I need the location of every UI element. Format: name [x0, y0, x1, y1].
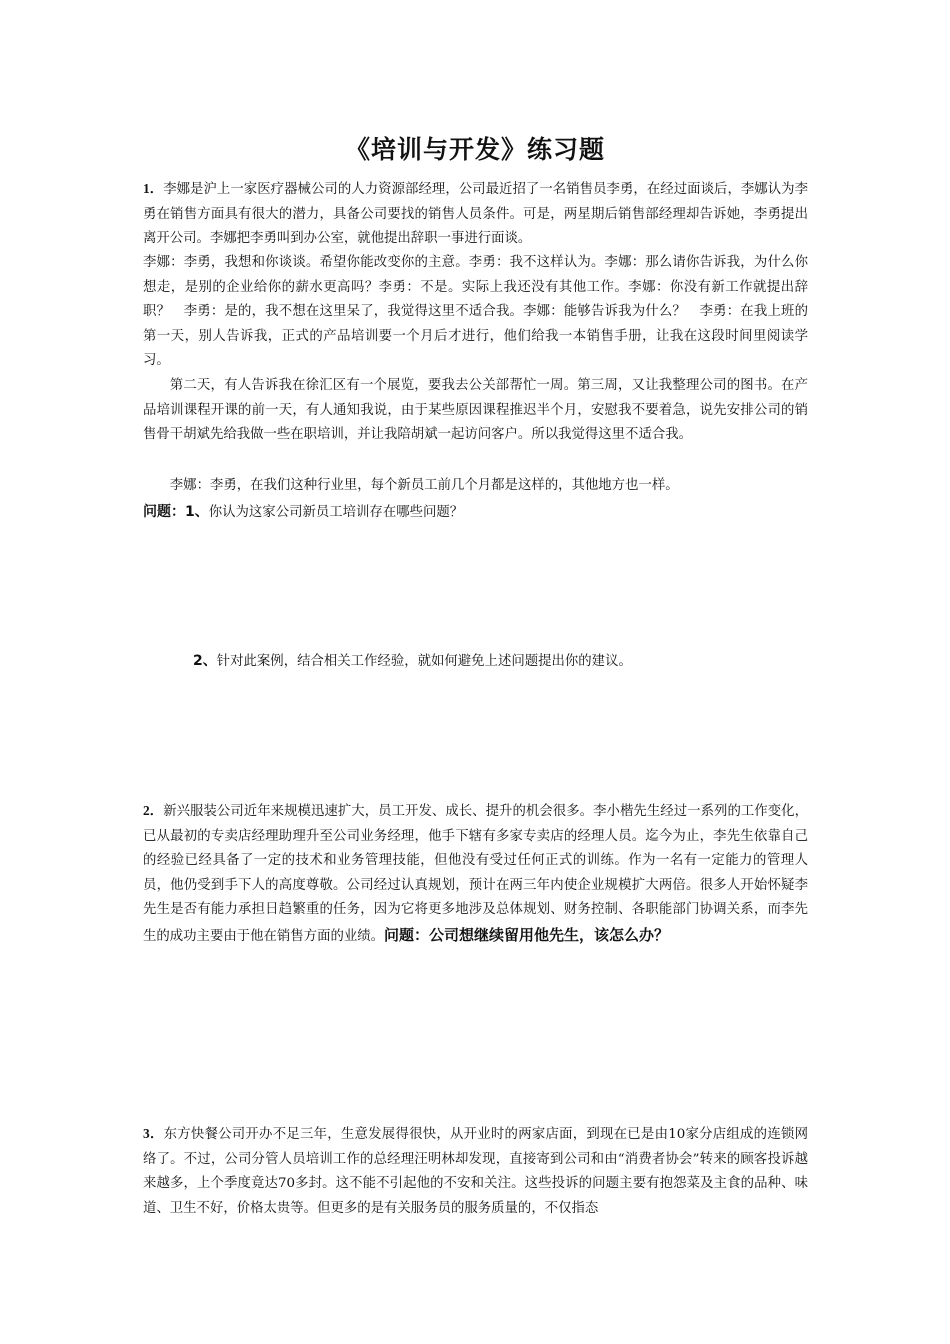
case1-question-1	[143, 500, 808, 526]
case3-paragraph	[143, 1122, 808, 1221]
case1-paragraph-3: 李娜：李勇，在我们这种行业里，每个新员工前几个月都是这样的，其他地方也一样。	[169, 478, 679, 493]
case3-text: 东方快餐公司开办不足三年，生意发展得很快，从开业时的两家店面，到现在已是由10家分店组成的连锁网络了。不过，公司分管人员培训工作的总经理汪明林却发现，直接寄到公司和由“消费者协会”转来的顾客投诉越来越多，上个季度竟达70多封。这不能不引起他的不安和关注。这些投诉的问题主要有抱怨菜及主食的品种、味道、卫生不好，价格太贵等。但更多的是有关服务员的服务质量的，不仅指态	[143, 1127, 808, 1216]
case1-question-2	[193, 649, 808, 674]
case1-dialogue: 李娜：李勇，我想和你谈谈。希望你能改变你的主意。李勇：我不这样认为。李娜：那么请你告诉我，为什么你想走，是别的企业给你的薪水更高吗？李勇：不是。实际上我还没有其他工作。李娜：你没有新工作就提出辞职？ 李勇：是的，我不想在这里呆了，我觉得这里不适合我。李娜：能够告诉我为什么？ 李勇：在我上班的第一天，别人告诉我，正式的产品培训要一个月后才进行，他们给我一本销售手册，让我在这段时间里阅读学习。	[143, 255, 808, 369]
question-2-number: 2、	[193, 653, 217, 669]
case1-intro	[143, 177, 808, 252]
question-label: 问题：1、	[143, 504, 209, 520]
case1-number: 1．	[143, 181, 164, 196]
case1-paragraph-2: 第二天，有人告诉我在徐汇区有一个展览，要我去公关部帮忙一周。第三周，又让我整理公司的图书。在产品培训课程开课的前一天，有人通知我说，由于某些原因课程推迟半个月，安慰我不要着急，说先安排公司的销售骨干胡斌先给我做一些在职培训，并让我陪胡斌一起访问客户。所以我觉得这里不适合我。	[143, 378, 808, 443]
case2-question: 问题：公司想继续留用他先生，该怎么办？	[384, 925, 670, 944]
question-2-text: 针对此案例，结合相关工作经验，就如何避免上述问题提出你的建议。	[216, 654, 632, 669]
case2-number: 2．	[143, 803, 164, 818]
case3-number: 3．	[143, 1126, 164, 1141]
case1-intro-text: 李娜是沪上一家医疗器械公司的人力资源部经理，公司最近招了一名销售员李勇，在经过面谈后，李娜认为李勇在销售方面具有很大的潜力，具备公司要找的销售人员条件。可是，两星期后销售部经理却告诉她，李勇提出离开公司。李娜把李勇叫到办公室，就他提出辞职一事进行面谈。	[143, 182, 809, 247]
case2-text: 新兴服装公司近年来规模迅速扩大，员工开发、成长、提升的机会很多。李小楷先生经过一系列的工作变化，已从最初的专卖店经理助理升至公司业务经理，他手下辖有多家专卖店的经理人员。迄今为止，李先生依靠自己的经验已经具备了一定的技术和业务管理技能，但他没有受过任何正式的训练。作为一名有一定能力的管理人员，他仍受到手下人的高度尊敬。公司经过认真规划，预计在两三年内使企业规模扩大两倍。很多人开始怀疑李先生是否有能力承担日趋繁重的任务，因为它将更多地涉及总体规划、财务控制、各职能部门协调关系，而李先生的成功主要由于他在销售方面的业绩。	[143, 804, 809, 944]
case2-paragraph	[143, 799, 808, 950]
question-1-text: 你认为这家公司新员工培训存在哪些问题？	[208, 505, 464, 520]
document-title: 《培训与开发》练习题	[344, 135, 605, 164]
